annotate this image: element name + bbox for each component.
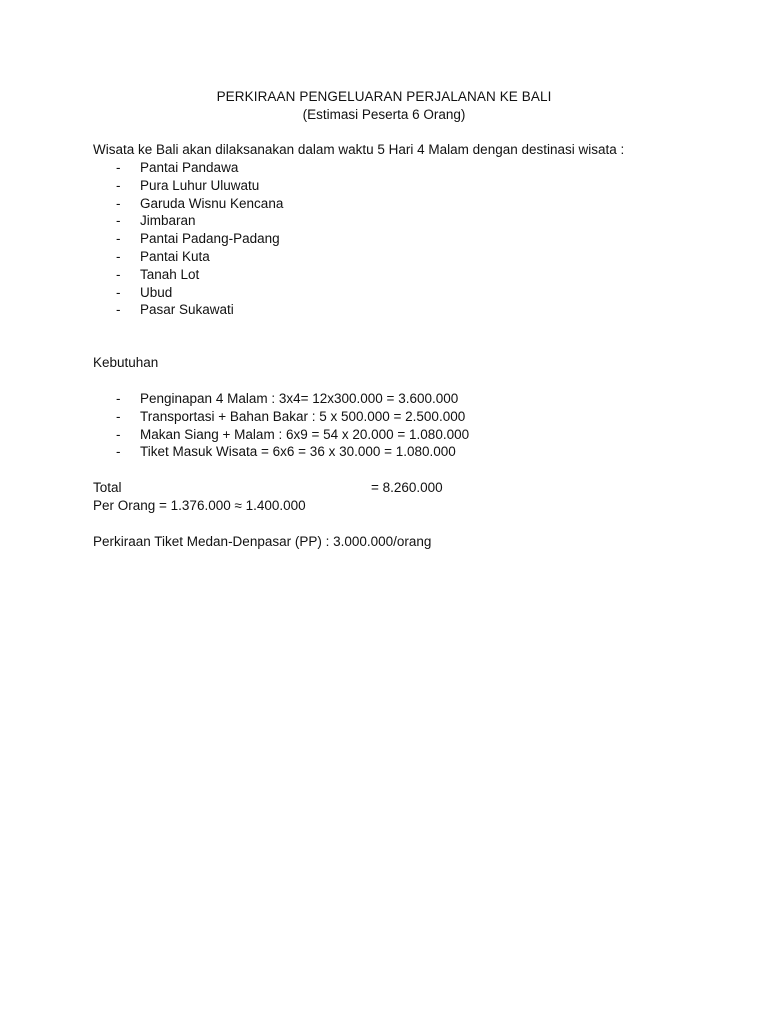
total-label: Total: [93, 480, 122, 495]
destination-item: Tanah Lot: [140, 266, 200, 282]
total-value: = 8.260.000: [371, 480, 443, 495]
needs-item: Makan Siang + Malam : 6x9 = 54 x 20.000 = 1.080.000: [140, 426, 470, 442]
list-dash: -: [116, 248, 121, 264]
needs-item: Penginapan 4 Malam : 3x4= 12x300.000 = 3.600.000: [140, 391, 459, 406]
destination-item: Jimbaran: [140, 213, 196, 229]
needs-heading: Kebutuhan: [93, 355, 159, 370]
document-subtitle: (Estimasi Peserta 6 Orang): [302, 107, 466, 122]
needs-item: Tiket Masuk Wisata = 6x6 = 36 x 30.000 = 1.080.000: [140, 444, 456, 460]
list-dash: -: [116, 444, 121, 460]
document-title: PERKIRAAN PENGELUARAN PERJALANAN KE BALI: [216, 89, 552, 104]
destination-item: Pantai Kuta: [140, 248, 210, 264]
list-dash: -: [116, 160, 121, 175]
list-dash: -: [116, 195, 121, 211]
list-dash: -: [116, 391, 121, 406]
list-dash: -: [116, 284, 121, 300]
destination-item: Pura Luhur Uluwatu: [140, 177, 260, 193]
list-dash: -: [116, 213, 121, 229]
destination-item: Pasar Sukawati: [140, 302, 234, 318]
needs-item: Transportasi + Bahan Bakar : 5 x 500.000 = 2.500.000: [140, 408, 466, 424]
per-person-cost: Per Orang = 1.376.000 ≈ 1.400.000: [93, 498, 306, 513]
destination-item: Pantai Padang-Padang: [140, 231, 280, 247]
list-dash: -: [116, 302, 121, 318]
flight-ticket-estimate: Perkiraan Tiket Medan-Denpasar (PP) : 3.000.000/orang: [93, 534, 432, 549]
destination-item: Ubud: [140, 284, 173, 300]
list-dash: -: [116, 177, 121, 193]
intro-paragraph: Wisata ke Bali akan dilaksanakan dalam waktu 5 Hari 4 Malam dengan destinasi wisata :: [93, 142, 625, 157]
list-dash: -: [116, 408, 121, 424]
destination-item: Garuda Wisnu Kencana: [140, 195, 284, 211]
list-dash: -: [116, 266, 121, 282]
destination-item: Pantai Pandawa: [140, 160, 239, 175]
list-dash: -: [116, 231, 121, 247]
list-dash: -: [116, 426, 121, 442]
